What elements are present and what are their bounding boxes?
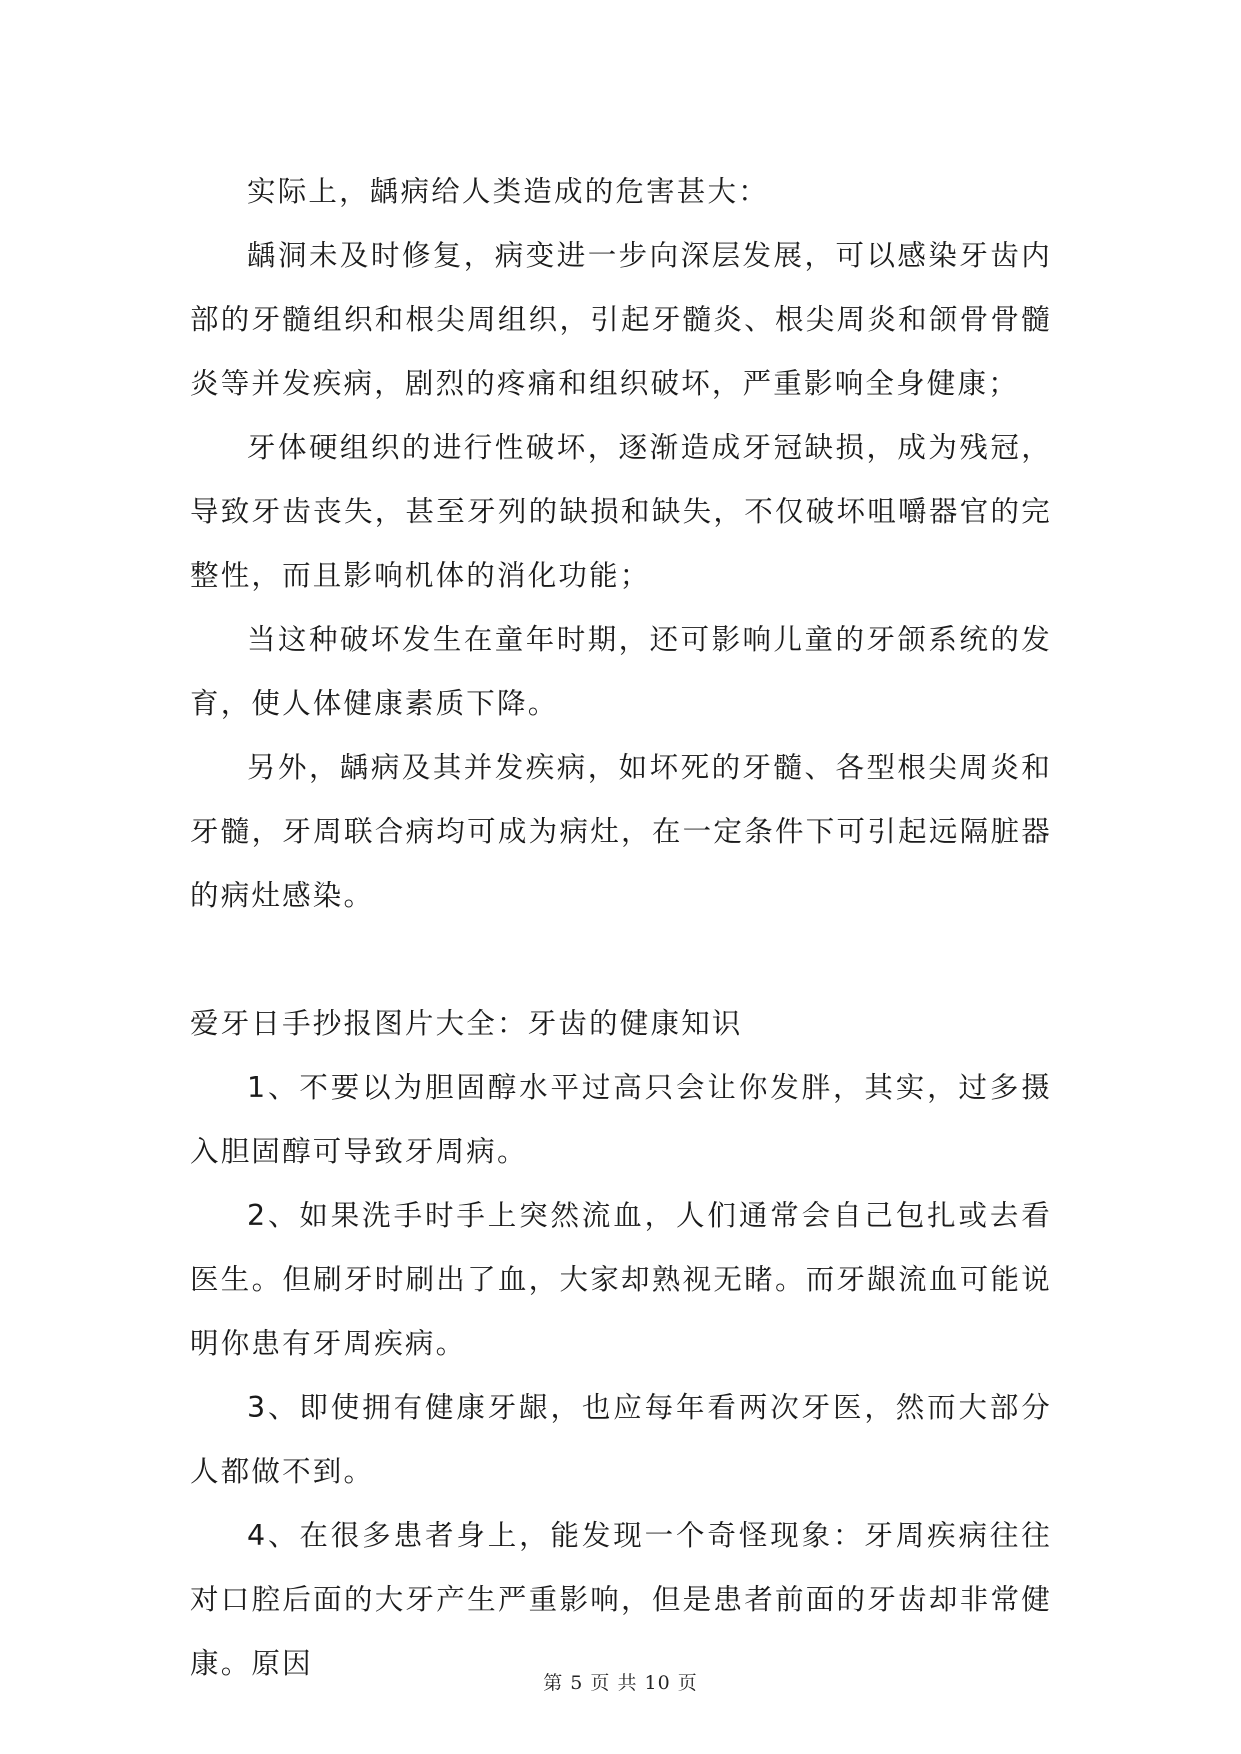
- list-item-2: 2、如果洗手时手上突然流血，人们通常会自己包扎或去看医生。但刷牙时刷出了血，大家却熟视无睹。而牙龈流血可能说明你患有牙周疾病。: [190, 1199, 1052, 1360]
- paragraph-intro: 实际上，龋病给人类造成的危害甚大：: [247, 175, 769, 208]
- list-item-4: 4、在很多患者身上，能发现一个奇怪现象：牙周疾病往往对口腔后面的大牙产生严重影响，但是患者前面的牙齿却非常健康。原因: [190, 1519, 1052, 1680]
- document-body: [190, 160, 1052, 1696]
- paragraph-pulp-infection: 龋洞未及时修复，病变进一步向深层发展，可以感染牙齿内部的牙髓组织和根尖周组织，引起牙髓炎、根尖周炎和颌骨骨髓炎等并发疾病，剧烈的疼痛和组织破坏，严重影响全身健康；: [190, 239, 1052, 400]
- section-heading: 爱牙日手抄报图片大全：牙齿的健康知识: [190, 1007, 743, 1040]
- page-number-footer: 第 5 页 共 10 页: [543, 1672, 698, 1694]
- list-item-1: 1、不要以为胆固醇水平过高只会让你发胖，其实，过多摄入胆固醇可导致牙周病。: [190, 1071, 1052, 1168]
- list-item-3: 3、即使拥有健康牙龈，也应每年看两次牙医，然而大部分人都做不到。: [190, 1391, 1052, 1488]
- paragraph-childhood: 当这种破坏发生在童年时期，还可影响儿童的牙颌系统的发育，使人体健康素质下降。: [190, 623, 1052, 720]
- paragraph-focal-infection: 另外，龋病及其并发疾病，如坏死的牙髓、各型根尖周炎和牙髓，牙周联合病均可成为病灶，在一定条件下可引起远隔脏器的病灶感染。: [190, 751, 1052, 912]
- paragraph-tooth-loss: 牙体硬组织的进行性破坏，逐渐造成牙冠缺损，成为残冠，导致牙齿丧失，甚至牙列的缺损和缺失，不仅破坏咀嚼器官的完整性，而且影响机体的消化功能；: [190, 431, 1052, 592]
